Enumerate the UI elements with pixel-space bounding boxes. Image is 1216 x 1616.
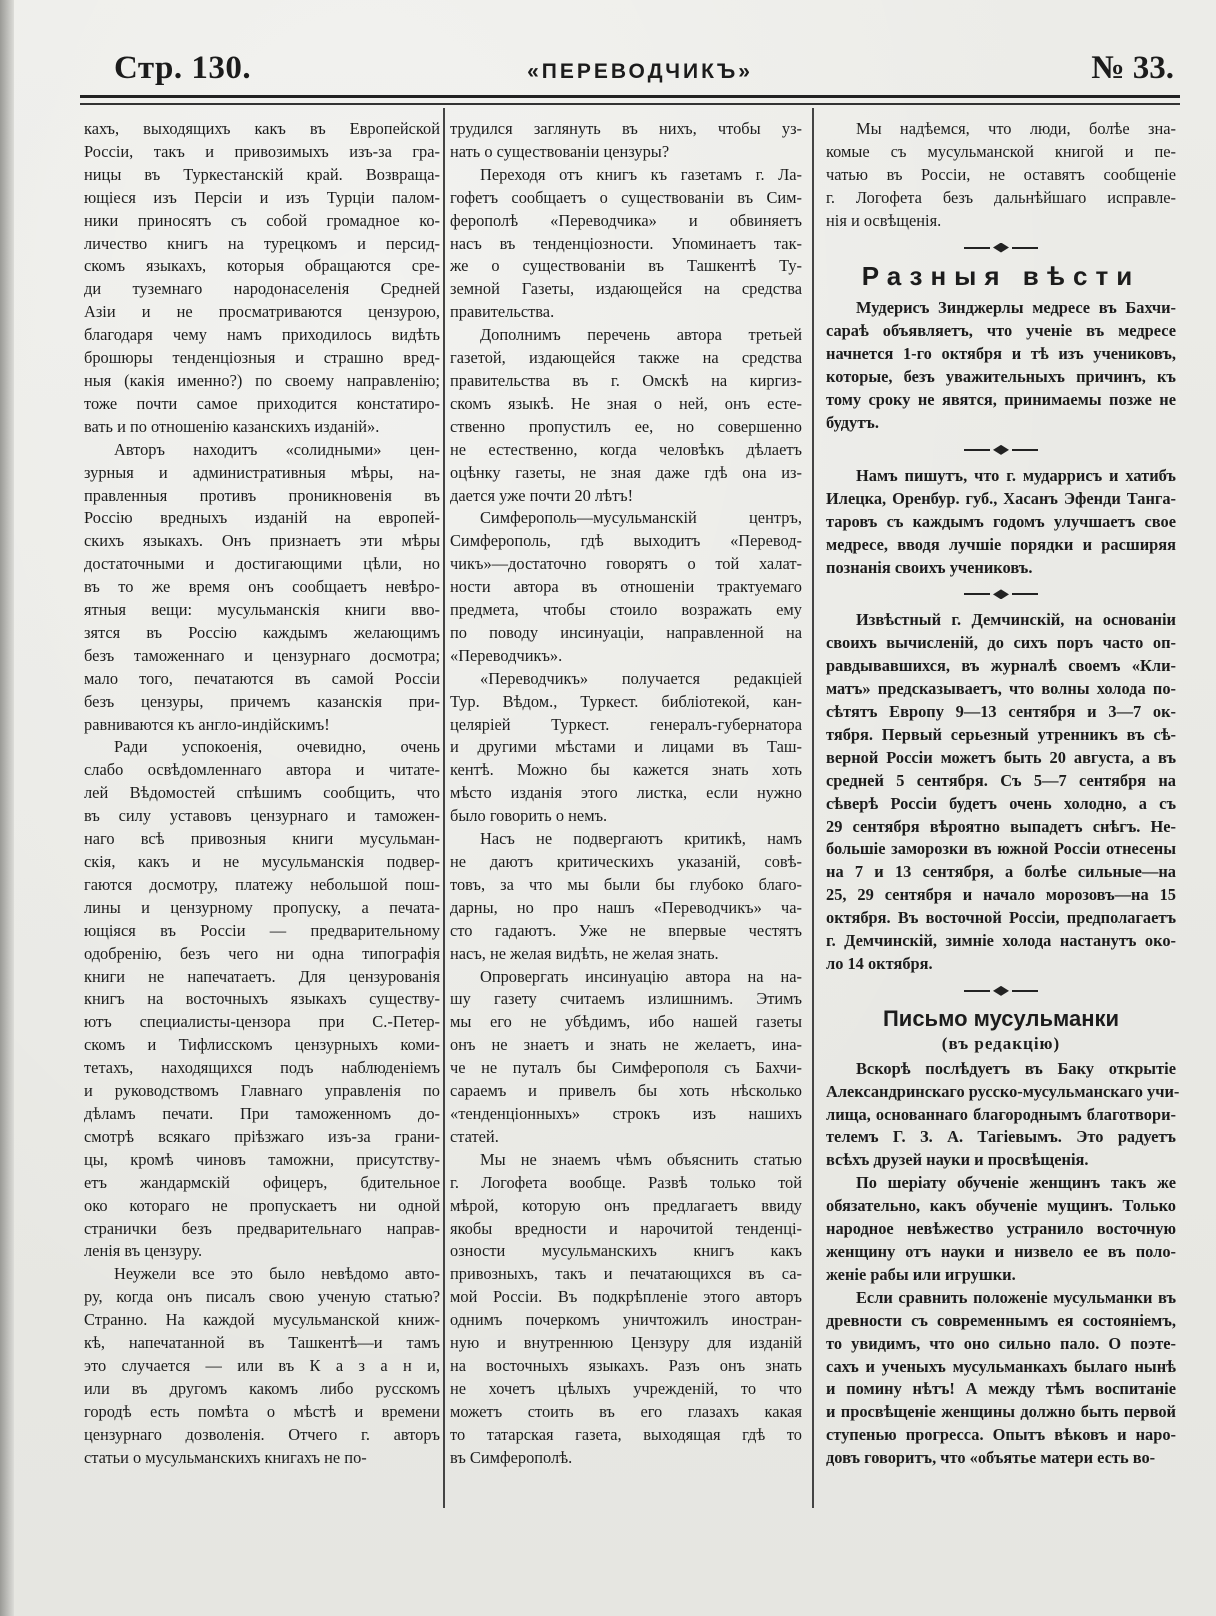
- text-line: было говорить о немъ.: [450, 806, 608, 826]
- paragraph: [84, 118, 440, 439]
- text-line: однимъ почеркомъ уничтожилъ иностран-: [450, 1310, 802, 1330]
- text-line: Неужели все это было невѣдомо авто-: [114, 1264, 440, 1284]
- text-line: цы, кромѣ чиновъ таможни, присутству-: [84, 1149, 440, 1169]
- text-line: лины и цензурному пропуску, а печата-: [84, 897, 440, 917]
- text-line: и руководствомъ Главнаго управленія по: [84, 1081, 440, 1101]
- text-line: шу газету считаемъ излишнимъ. Этимъ: [450, 989, 802, 1009]
- text-line: своихъ вычисленій, до сихъ поръ часто оп-: [826, 633, 1176, 653]
- text-line: мой Россіи. Въ подкрѣпленіе этого авторъ: [450, 1287, 802, 1307]
- text-line: ющіяся въ Россіи — предварительному: [84, 920, 440, 940]
- page-edge-shadow: [0, 0, 14, 1616]
- text-line: ленія въ цензуру.: [84, 1241, 203, 1261]
- paragraph: [826, 297, 1176, 434]
- paragraph: [826, 1058, 1180, 1173]
- text-line: на восточныхъ языкахъ. Разъ онъ знать: [450, 1355, 802, 1375]
- text-line: мѣсто изданія этого листка, если нужно: [450, 783, 802, 803]
- paragraph: [84, 1263, 440, 1469]
- text-line: ди туземнаго народонаселенія Средней: [84, 279, 440, 299]
- text-line: будутъ.: [826, 412, 879, 432]
- text-line: Переходя отъ книгъ къ газетамъ г. Ла-: [480, 164, 802, 184]
- text-line: тоже почти самое приходится констатиро-: [84, 393, 440, 413]
- text-line: равниваются къ англо-индійскимъ!: [84, 714, 330, 734]
- text-line: наго всѣ привозныя книги мусульман-: [84, 829, 440, 849]
- text-line: цензурнаго дозволенія. Отчего г. авторъ: [84, 1424, 440, 1444]
- text-line: тому сроку не явятся, принимаемы позже не: [826, 390, 1176, 410]
- text-line: 29 сентября вѣроятно выпадетъ снѣгъ. Не-: [826, 816, 1176, 836]
- text-line: статьи о мусульманскихъ книгахъ не по-: [84, 1447, 367, 1467]
- text-line: лей Вѣдомостей спѣшимъ сообщить, что: [84, 783, 440, 803]
- column-3: [826, 118, 1180, 1470]
- text-line: оцѣнку газеты, не зная даже гдѣ она из-: [450, 462, 802, 482]
- text-line: большіе заморозки въ южной Россіи отнесены: [826, 839, 1176, 859]
- text-line: ятныя вещи: мусульманскія книги вво-: [84, 600, 440, 620]
- text-line: Россіи, такъ и привозимыхъ изъ-за гра-: [84, 141, 440, 161]
- text-line: Мудерисъ Зинджерлы медресе въ Бахчи-: [856, 298, 1176, 318]
- issue-number: № 33.: [1091, 50, 1174, 86]
- text-line: довъ говоритъ, что «объятье матери есть во-: [826, 1448, 1156, 1468]
- text-line: око котораго не пропускаетъ ни одной: [84, 1195, 440, 1215]
- page-header: [100, 46, 1180, 96]
- text-line: озности мусульманскихъ книгъ какъ: [450, 1241, 802, 1261]
- text-line: книгъ на восточныхъ языкахъ существу-: [84, 989, 440, 1009]
- text-line: одобренію, безъ чего ни одна типографія: [84, 943, 440, 963]
- text-line: правленныя противъ проникновенія въ: [84, 485, 440, 505]
- text-line: безъ цензуры, причемъ казанскія при-: [84, 691, 440, 711]
- text-line: странички безъ предварительнаго направ-: [84, 1218, 440, 1238]
- text-line: сараѣ объявляетъ, что ученіе въ медресе: [826, 321, 1176, 341]
- text-line: земной Газеты, издающейся на средства: [450, 279, 802, 299]
- text-line: г. Логофета безъ дальнѣйшаго исправле-: [826, 187, 1176, 207]
- section-title: Разныя вѣсти: [861, 260, 1141, 291]
- article-title: Письмо мусульманки: [882, 1005, 1120, 1031]
- text-line: сѣтятъ Европу 9—13 сентября и 3—7 ок-: [826, 702, 1176, 722]
- text-line: скихъ языкахъ. Онъ признаетъ эти мѣры: [84, 531, 440, 551]
- text-line: и помину нѣтъ! А между тѣмъ воспитаніе: [826, 1379, 1176, 1399]
- text-line: нія и освѣщенія.: [826, 210, 942, 230]
- text-line: таровъ съ каждымъ годомъ улучшаетъ свое: [826, 511, 1176, 531]
- text-line: По шеріату обученіе женщинъ такъ же: [856, 1173, 1176, 1193]
- text-line: Россію вредныхъ изданій на европей-: [84, 508, 440, 528]
- ornament-divider: [826, 583, 1176, 605]
- text-line: верной Россіи можетъ быть 20 августа, а въ: [826, 747, 1176, 767]
- text-line: привозныхъ, такъ и печатающихся въ са-: [450, 1264, 802, 1284]
- text-line: телемъ Г. З. А. Тагіевымъ. Это радуетъ: [826, 1127, 1176, 1147]
- text-line: скомъ языкѣ. Не зная о ней, онъ есте-: [450, 393, 802, 413]
- text-line: Насъ не подвергаютъ критикѣ, намъ: [480, 829, 802, 849]
- text-line: въ Симферополѣ.: [450, 1447, 573, 1467]
- text-line: медресе, вводя лучшіе порядки и расширяя: [826, 534, 1176, 554]
- text-line: книги не напечатаетъ. Для цензурованія: [84, 966, 440, 986]
- text-line: ступенью прогресса. Опытъ вѣковъ и наро-: [826, 1425, 1176, 1445]
- text-line: народное невѣжество устранило восточную: [826, 1219, 1176, 1239]
- text-line: кахъ, выходящихъ какъ въ Европейской: [84, 119, 440, 138]
- text-line: Александринскаго русско-мусульманскаго учи-: [826, 1081, 1180, 1101]
- text-line: Азіи и не просматриваются цензурою,: [84, 302, 440, 322]
- text-line: сѣверѣ Россіи будетъ очень холодно, а съ: [826, 793, 1176, 813]
- text-line: по поводу инсинуаціи, направленной на: [450, 622, 802, 642]
- text-line: ру, когда онъ писалъ свою ученую статью?: [84, 1287, 440, 1307]
- text-line: брошюры тенденціозныя и страшно вред-: [84, 348, 440, 368]
- text-line: на 7 и 13 сентября, а болѣе сильные—на: [826, 862, 1176, 882]
- paragraph: [450, 668, 802, 828]
- text-line: статей.: [450, 1126, 499, 1146]
- text-line: безъ таможеннаго и цензурнаго досмотра;: [84, 645, 440, 665]
- text-line: ло 14 октября.: [826, 954, 933, 973]
- text-line: Вскорѣ послѣдуетъ въ Баку открытіе: [856, 1058, 1176, 1078]
- text-line: етъ жандармскій офицеръ, бдительное: [84, 1172, 440, 1192]
- text-line: Ради успокоенія, очевидно, очень: [114, 737, 440, 757]
- text-line: насъ въ тенденціозности. Упоминаетъ так-: [450, 233, 802, 253]
- text-line: городѣ есть помѣта о мѣстѣ и времени: [84, 1401, 440, 1421]
- paragraph: [84, 439, 440, 737]
- text-line: всѣхъ друзей науки и просвѣщенія.: [826, 1150, 1089, 1170]
- text-line: Тур. Вѣдом., Туркест. библіотекой, кан-: [450, 691, 802, 711]
- ornament-divider: [826, 439, 1176, 461]
- text-line: че не путалъ бы Симферополя съ Бахчи-: [450, 1058, 802, 1078]
- text-line: целяріей Туркест. генералъ-губернатора: [450, 714, 802, 734]
- text-line: г. Логофета вообще. Развѣ только той: [450, 1172, 802, 1192]
- text-line: нать о существованіи цензуры?: [450, 141, 670, 161]
- text-line: Намъ пишутъ, что г. мударрисъ и хатибъ: [856, 465, 1176, 485]
- text-line: кентѣ. Можно бы кажется знать хоть: [450, 760, 802, 780]
- text-line: дѣламъ печати. При таможенномъ до-: [84, 1103, 440, 1123]
- text-line: тября. Первый серьезный утренникъ въ сѣ-: [826, 724, 1176, 744]
- text-line: скія, какъ и не мусульманскія подвер-: [84, 852, 440, 871]
- text-line: женіе рабы или игрушки.: [826, 1264, 1016, 1284]
- text-line: мѣрой, которую онъ предлагаетъ ввиду: [450, 1195, 802, 1215]
- text-line: мало того, печатаются въ самой Россіи: [84, 668, 440, 688]
- column-2: [450, 118, 802, 1469]
- paragraph: [826, 609, 1176, 976]
- text-line: комые съ мусульманской книгой и пе-: [826, 141, 1176, 161]
- column-divider-2: [812, 108, 814, 1508]
- text-line: не даютъ критическихъ указаній, совѣ-: [450, 852, 802, 871]
- text-line: ственно пропустилъ ее, но совершенно: [450, 416, 802, 436]
- text-line: Опровергать инсинуацію автора на на-: [480, 966, 802, 986]
- text-line: лища, основаннаго благороднымъ благотвори-: [826, 1104, 1176, 1124]
- ornament-divider: [826, 237, 1176, 259]
- text-line: Если сравнить положеніе мусульманки въ: [856, 1287, 1176, 1307]
- text-line: товъ, за что мы были бы глубоко благо-: [450, 874, 802, 894]
- text-line: то татарская газета, выходящая гдѣ то: [450, 1424, 802, 1444]
- text-line: правительства.: [450, 302, 555, 322]
- paragraph: [826, 1172, 1176, 1287]
- paragraph: [826, 465, 1176, 580]
- text-line: Мы надѣемся, что люди, болѣе зна-: [856, 119, 1176, 138]
- text-line: это случается — или въ К а з а н и,: [84, 1355, 440, 1375]
- text-line: ную и внутреннюю Цензуру для изданій: [450, 1333, 802, 1353]
- paragraph: [826, 1287, 1176, 1470]
- text-line: познанія своихъ учениковъ.: [826, 557, 1033, 577]
- text-line: трудился заглянуть въ нихъ, чтобы уз-: [450, 119, 802, 138]
- text-line: якобы вредности и нарочитой тенденці-: [450, 1218, 802, 1238]
- text-line: личество книгъ на турецкомъ и персид-: [84, 233, 440, 253]
- paragraph: [450, 828, 802, 965]
- paragraph: [450, 118, 802, 164]
- page-number: Стр. 130.: [114, 50, 252, 86]
- text-line: ферополѣ «Переводчика» и обвиняетъ: [450, 210, 802, 230]
- text-line: мы его не убѣдимъ, ибо нашей газеты: [450, 1012, 802, 1032]
- paragraph: [450, 324, 802, 507]
- text-line: Симферополь—мусульманскій центръ,: [480, 508, 802, 528]
- text-line: средней 5 сентября. Съ 5—7 сентября на: [826, 770, 1176, 790]
- text-line: онъ не знаетъ и знать не желаетъ, ина-: [450, 1035, 802, 1055]
- paragraph: [450, 966, 802, 1149]
- text-line: ницы въ Туркестанскій край. Возвраща-: [84, 164, 440, 184]
- article-subtitle: (въ редакцію): [941, 1033, 1061, 1053]
- text-line: чикъ»—достаточно говорятъ о той халат-: [450, 554, 802, 574]
- text-line: 25, 29 сентября и начало морозовъ—на 15: [826, 885, 1176, 905]
- text-line: сто гадаютъ. Уже не впервые честятъ: [450, 920, 802, 940]
- text-line: слабо освѣдомленнаго автора и читате-: [84, 760, 440, 780]
- column-1: [84, 118, 440, 1469]
- paragraph: [450, 1149, 802, 1470]
- text-line: матъ» предсказываетъ, что волны холода по-: [826, 679, 1176, 699]
- text-line: чатью въ Россіи, не оставятъ сообщеніе: [826, 164, 1176, 184]
- text-line: гаются досмотру, платежу небольшой пош-: [84, 874, 440, 894]
- text-line: или въ другомъ какомъ либо русскомъ: [84, 1378, 440, 1398]
- text-line: ющіеся изъ Персіи и изъ Турціи палом-: [84, 187, 440, 207]
- text-line: зятся въ Россію каждымъ желающимъ: [84, 622, 440, 642]
- text-line: и просвѣщеніе женщины должно быть первой: [826, 1402, 1176, 1422]
- text-line: Странно. На каждой мусульманской книж-: [84, 1310, 440, 1330]
- text-line: газетой, издающейся также на средства: [450, 348, 802, 368]
- text-line: гофетъ сообщаетъ о существованіи въ Сим-: [450, 187, 802, 207]
- text-line: не естественно, когда человѣкъ дѣлаетъ: [450, 439, 802, 459]
- text-line: достаточными и достигающими цѣли, но: [84, 554, 440, 574]
- text-line: то увидимъ, что оно сильно пало. О поэте-: [826, 1333, 1176, 1353]
- text-line: тетахъ, находящихся подъ наблюденіемъ: [84, 1058, 440, 1078]
- paragraph: [450, 507, 802, 667]
- text-line: благодаря чему намъ приходилось видѣть: [84, 325, 440, 345]
- text-line: Авторъ находитъ «солидными» цен-: [114, 439, 440, 459]
- text-line: ности автора въ отношеніи трактуемаго: [450, 577, 802, 597]
- text-line: «Переводчикъ» получается редакціей: [480, 668, 802, 688]
- text-line: ники приносятъ съ собой громадное ко-: [84, 210, 440, 230]
- text-line: обязательно, какъ обученіе мущинъ. Только: [826, 1196, 1176, 1216]
- text-line: женщину отъ науки и низвело ее въ поло-: [826, 1241, 1176, 1261]
- text-line: «Переводчикъ».: [450, 645, 563, 665]
- text-line: насъ, не желая видѣть, не желая знать.: [450, 943, 719, 963]
- text-line: Симферополь, гдѣ выходитъ «Перевод-: [450, 531, 802, 551]
- text-line: равдывавшихся, въ журналѣ своемъ «Кли-: [826, 656, 1176, 676]
- text-line: ютъ специалисты-цензора при С.-Петер-: [84, 1012, 440, 1032]
- text-line: Извѣстный г. Демчинскій, на основаніи: [856, 610, 1176, 630]
- newspaper-title: «ПЕРЕВОДЧИКЪ»: [527, 60, 753, 83]
- text-line: сараемъ и привелъ бы хоть нѣсколько: [450, 1081, 802, 1101]
- text-line: Дополнимъ перечень автора третьей: [480, 325, 802, 345]
- paragraph: [84, 736, 440, 1263]
- text-line: въ то же время онъ сообщаетъ невѣро-: [84, 577, 440, 597]
- text-line: древности съ современнымъ ея состояніемъ,: [826, 1310, 1176, 1330]
- text-line: Илецка, Оренбур. губ., Хасанъ Эфенди Танга-: [826, 488, 1176, 508]
- text-line: же о существованіи въ Ташкентѣ Ту-: [450, 256, 802, 276]
- paragraph: [826, 118, 1176, 233]
- text-line: дарны, но про нашъ «Переводчикъ» ча-: [450, 897, 802, 917]
- text-line: и другими мѣстами и лицами въ Таш-: [450, 737, 802, 757]
- text-line: начнется 1-го октября и тѣ изъ учениковъ,: [826, 344, 1176, 364]
- text-line: вать и по отношенію казанскихъ изданій».: [84, 416, 380, 436]
- text-line: зурныя и административныя мѣры, на-: [84, 462, 440, 482]
- text-line: смотрѣ всякаго пріѣзжаго изъ-за грани-: [84, 1126, 440, 1146]
- header-rule-bottom: [80, 103, 1180, 105]
- text-line: скомъ языкахъ, которыя обращаются сре-: [84, 256, 440, 276]
- text-line: октября. Въ восточной Россіи, предполагаетъ: [826, 908, 1176, 928]
- text-line: предмета, чтобы стоило возражать ему: [450, 600, 802, 620]
- text-line: ныя (какія именно?) по своему направленію;: [84, 370, 440, 390]
- text-line: «тенденціонныхъ» строкъ изъ нашихъ: [450, 1103, 802, 1123]
- text-line: не хочетъ цѣлыхъ учрежденій, то что: [450, 1378, 802, 1398]
- column-divider-1: [443, 108, 445, 1508]
- text-line: Мы не знаемъ чѣмъ объяснить статью: [480, 1149, 802, 1169]
- text-line: которые, безъ уважительныхъ причинъ, къ: [826, 367, 1176, 387]
- text-line: правительства въ г. Омскѣ на киргиз-: [450, 370, 802, 390]
- text-line: можетъ стоить въ его глазахъ какая: [450, 1401, 802, 1421]
- text-line: кѣ, напечатанной въ Ташкентѣ—и тамъ: [84, 1333, 440, 1353]
- paragraph: [450, 164, 802, 324]
- header-rule-top: [80, 95, 1180, 98]
- text-line: скомъ и Тифлисскомъ цензурныхъ коми-: [84, 1035, 440, 1055]
- ornament-divider: [826, 980, 1176, 1002]
- text-line: въ силу уставовъ цензурнаго и таможен-: [84, 806, 440, 826]
- text-line: г. Демчинскій, зимніе холода настанутъ око-: [826, 931, 1176, 951]
- text-line: дается уже почти 20 лѣтъ!: [450, 485, 634, 505]
- text-line: сахъ и ученыхъ мусульманкахъ былаго нынѣ: [826, 1356, 1176, 1376]
